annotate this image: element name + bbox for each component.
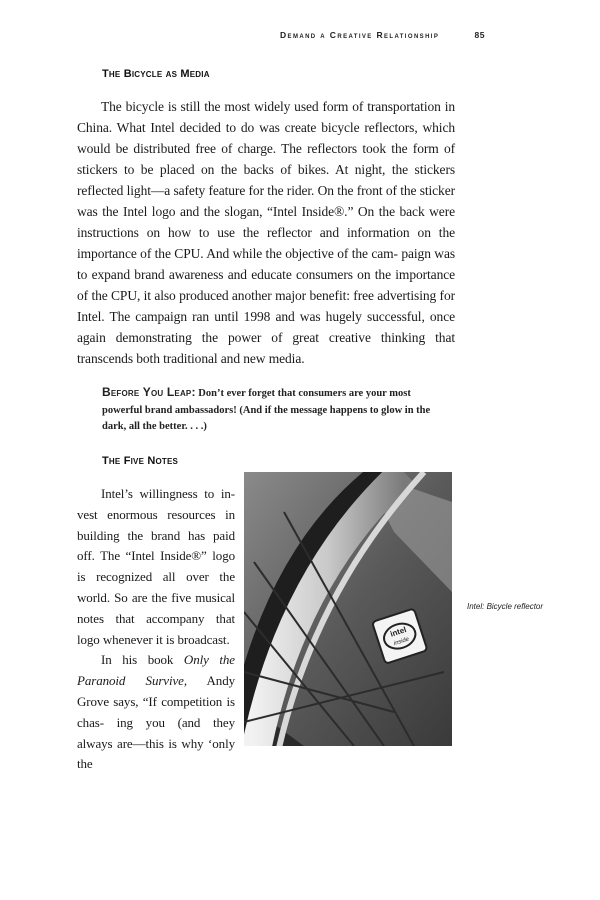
- paragraph-bicycle-media: The bicycle is still the most widely used form of transportation in China. What Intel decided to do was create bicycle reflectors, which would be distributed free of charge. The reflectors took the form of stickers to be placed on the backs of bikes. At night, the stickers reflected light—a safety feature for the rider. On the front of the sticker was the Intel logo and the slogan, “Intel Inside®.” On the back were instructions on how to use the reflector and information on the importance of the CPU. And while the objective of the cam- paign was to expand brand awareness and educate consumers on the importance of the CPU, it also produced another major benefit: free advertising for Intel. The campaign ran until 1998 and was hugely successful, once again demonstrating the power of great creative thinking that transcends both traditional and new media.: [77, 99, 455, 366]
- svg-text:inside: inside: [393, 636, 410, 648]
- running-head-title: Demand a Creative Relationship: [280, 30, 440, 40]
- bicycle-reflector-photo: [244, 472, 452, 746]
- figure-caption: Intel: Bicycle reflector: [467, 602, 544, 611]
- callout-label: Before You Leap:: [102, 385, 196, 399]
- paragraph-five-notes-1: Intel’s willingness to in- vest enormous resources in building the brand has paid off. The “Intel Inside®” logo is recognized all over the world. So are the five musical notes that accompany that logo whenever it is broadcast.: [77, 486, 235, 647]
- paragraph-five-notes-2-end: Andy Grove says, “If competition is chas- ing you (and they always are—this is why ‘only the: [77, 673, 235, 772]
- section-heading-five-notes: The Five Notes: [102, 455, 179, 467]
- paragraph-five-notes-2-start: In his book: [101, 652, 184, 668]
- five-notes-column: [77, 484, 235, 775]
- bicycle-wheel-illustration: [244, 472, 452, 746]
- section-heading-bicycle-media: The Bicycle as Media: [102, 68, 210, 80]
- running-head: [280, 30, 490, 44]
- callout-text: Don’t ever forget that consumers are your most powerful brand ambassadors! (And if the message happens to glow in the dark, all the better. . . .): [102, 388, 431, 432]
- svg-text:intel: intel: [389, 625, 408, 639]
- paragraph-five-notes-2: [77, 650, 235, 775]
- before-you-leap-callout: [102, 384, 432, 436]
- page-number: 85: [474, 30, 485, 40]
- book-title: Only the Paranoid Survive,: [77, 652, 235, 689]
